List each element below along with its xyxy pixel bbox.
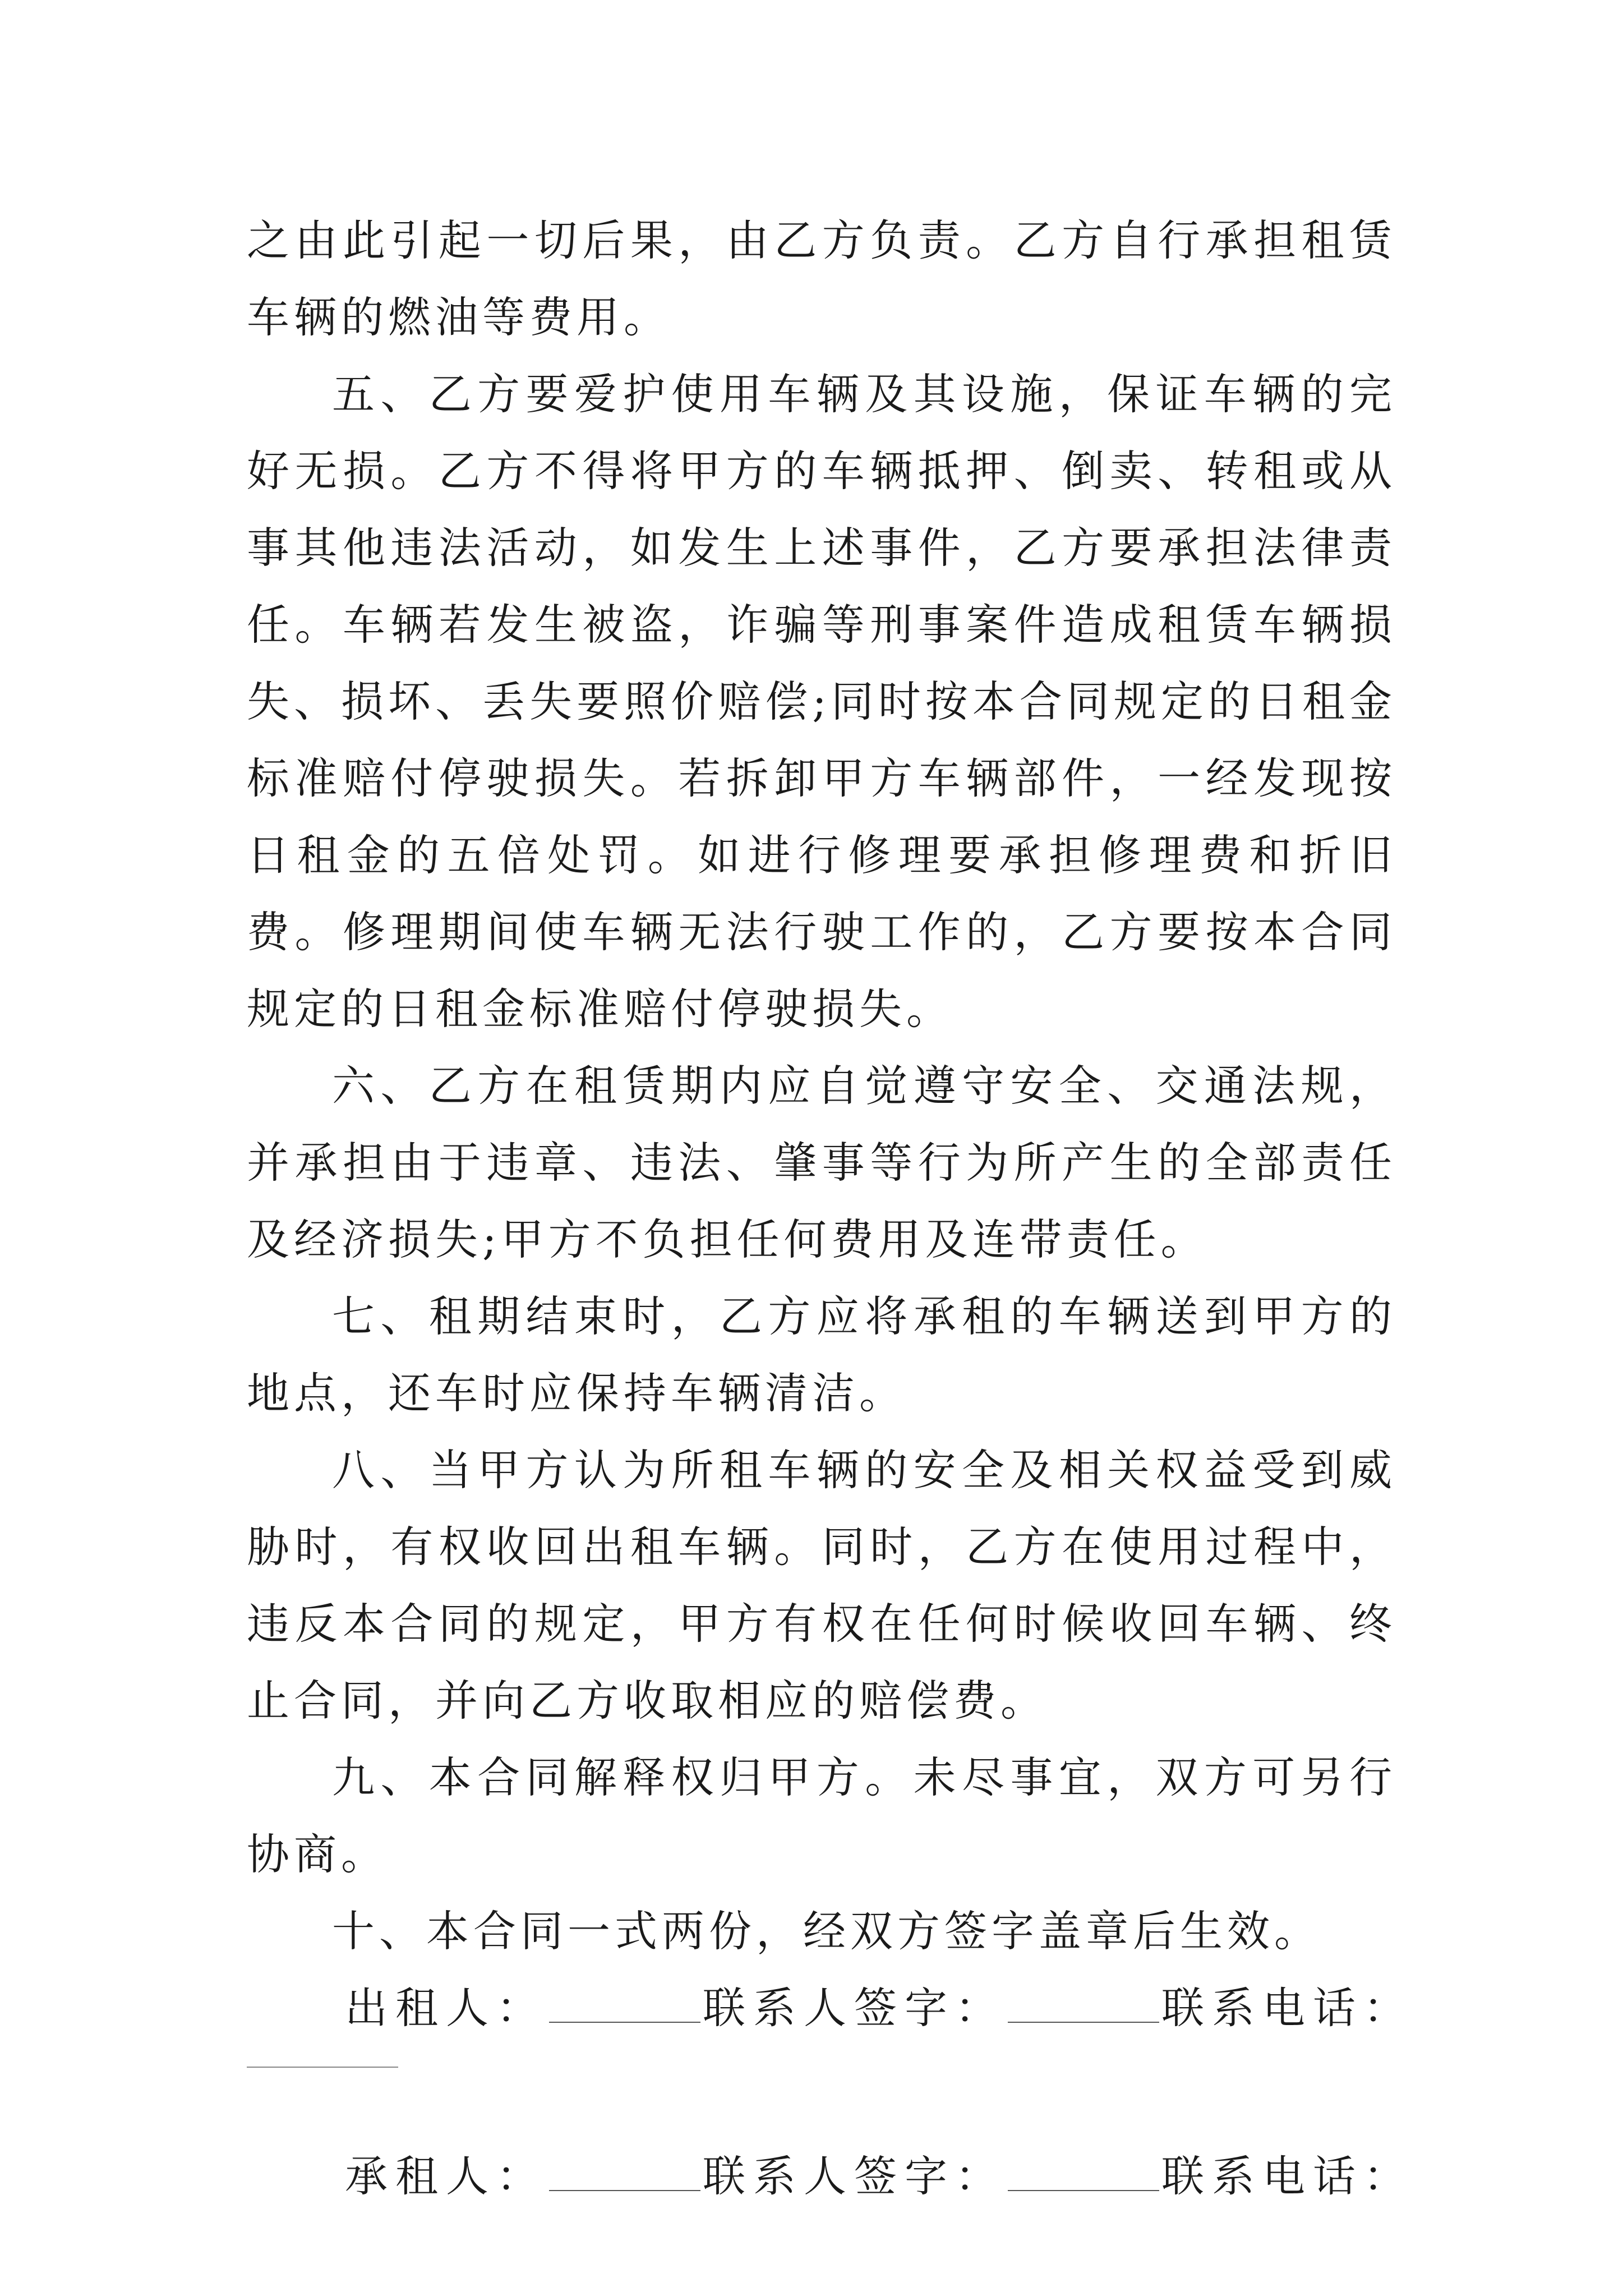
paragraph-clause-9: 九、本合同解释权归甲方。未尽事宜，双方可另行协商。 — [247, 1752, 1396, 1879]
lessor-phone-label: 联系电话： — [1161, 1983, 1414, 2033]
paragraph-clause-7: 七、租期结束时，乙方应将承租的车辆送到甲方的地点，还车时应保持车辆清洁。 — [247, 1291, 1396, 1418]
lessee-label: 承租人： — [345, 2151, 547, 2201]
lessor-label: 出租人： — [345, 1983, 547, 2033]
lessor-signature-line — [247, 1970, 1414, 2046]
lessor-blank[interactable] — [549, 1988, 700, 2023]
lessee-blank[interactable] — [549, 2156, 700, 2191]
paragraph-clause-10: 十、本合同一式两份，经双方签字盖章后生效。 — [332, 1906, 1321, 1956]
lessor-contact-sign-blank[interactable] — [1008, 1988, 1159, 2023]
paragraph-continuation: 之由此引起一切后果，由乙方负责。乙方自行承担租赁车辆的燃油等费用。 — [247, 215, 1396, 342]
lessee-phone-label: 联系电话： — [1161, 2151, 1414, 2201]
lessor-contact-sign-label: 联系人签字： — [703, 1983, 1006, 2033]
lessee-contact-sign-label: 联系人签字： — [703, 2151, 1006, 2201]
paragraph-clause-8: 八、当甲方认为所租车辆的安全及相关权益受到威胁时，有权收回出租车辆。同时，乙方在使用过程中，违反本合同的规定，甲方有权在任何时候收回车辆、终止合同，并向乙方收取相应的赔偿费。 — [247, 1445, 1396, 1726]
paragraph-clause-6: 六、乙方在租赁期内应自觉遵守安全、交通法规，并承担由于违章、违法、肇事等行为所产生的全部责任及经济损失;甲方不负担任何费用及连带责任。 — [247, 1061, 1396, 1264]
paragraph-clause-5: 五、乙方要爱护使用车辆及其设施，保证车辆的完好无损。乙方不得将甲方的车辆抵押、倒卖、转租或从事其他违法活动，如发生上述事件，乙方要承担法律责任。车辆若发生被盗，诈骗等刑事案件造成租赁车辆损失、损坏、丢失要照价赔偿;同时按本合同规定的日租金标准赔付停驶损失。若拆卸甲方车辆部件，一经发现按日租金的五倍处罚。如进行修理要承担修理费和折旧费。修理期间使车辆无法行驶工作的，乙方要按本合同规定的日租金标准赔付停驶损失。 — [247, 369, 1396, 1034]
lessee-signature-line — [247, 2138, 1414, 2215]
lessee-contact-sign-blank[interactable] — [1008, 2156, 1159, 2191]
contract-body — [247, 202, 1414, 2215]
lessor-phone-blank[interactable] — [247, 2067, 398, 2068]
